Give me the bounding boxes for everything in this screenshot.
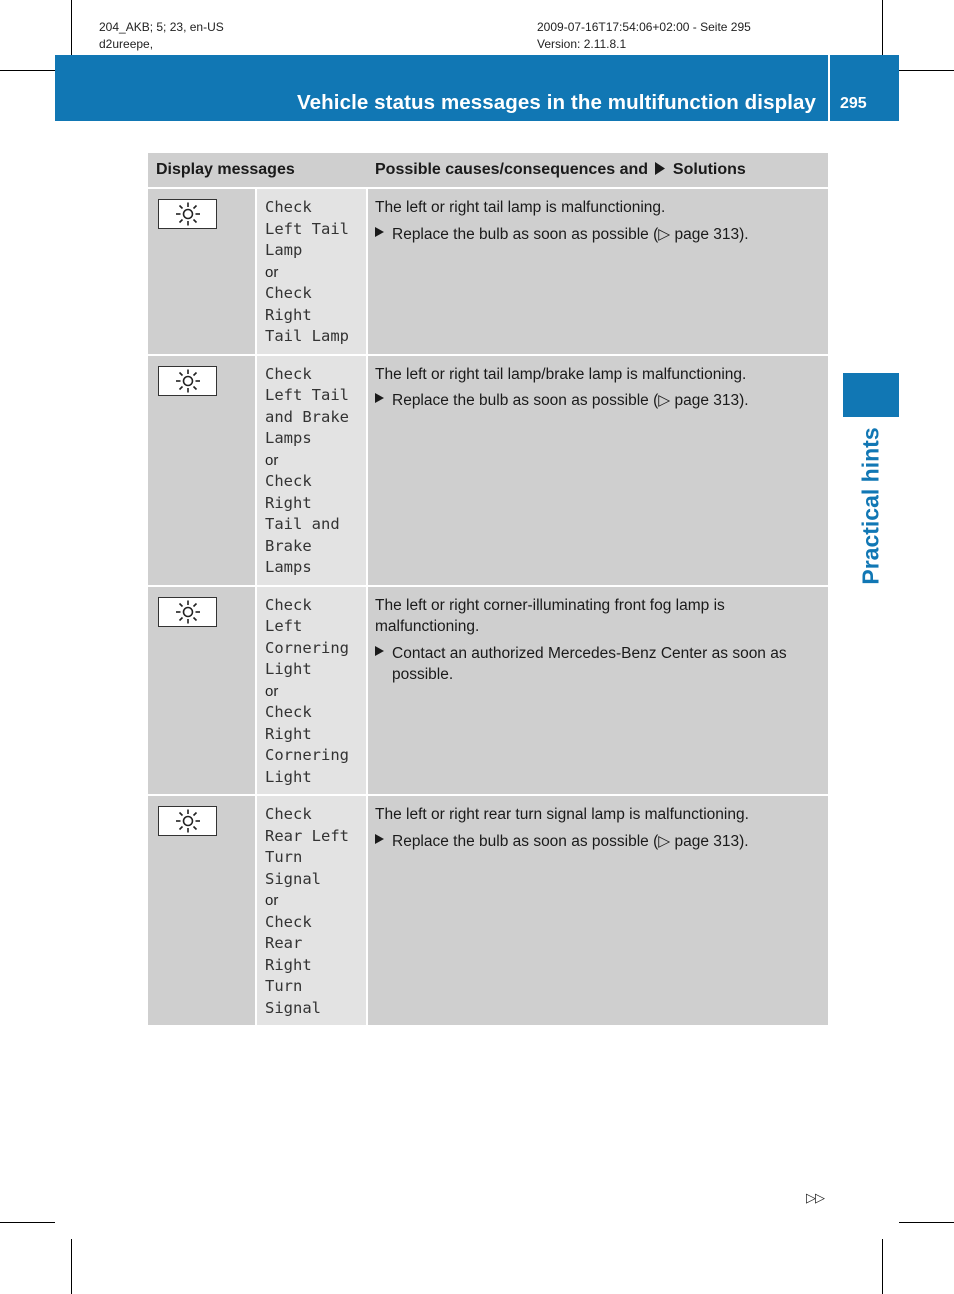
display-message-line: Check: [265, 198, 312, 216]
step-text: Contact an authorized Mercedes-Benz Center as soon as possible.: [392, 644, 787, 683]
display-message-line: Signal: [265, 998, 321, 1017]
crop-mark: [899, 70, 954, 71]
cause-text: The left or right corner-illuminating front fog lamp is malfunctioning.: [375, 596, 725, 635]
icon-cell: [148, 188, 256, 355]
status-messages-table: [148, 153, 828, 1027]
cause-text: The left or right tail lamp/brake lamp is malfunctioning.: [375, 365, 747, 383]
solution-cell: [367, 355, 828, 586]
print-meta-left: [99, 19, 224, 53]
step-text: Replace the bulb as soon as possible (▷ page 313).: [392, 832, 749, 850]
solution-cell: [367, 188, 828, 355]
lamp-icon: [158, 199, 217, 229]
display-message-line: Right: [265, 305, 312, 324]
meta-line: d2ureepe,: [99, 37, 154, 51]
solution-cell: [367, 586, 828, 796]
crop-mark: [899, 1222, 954, 1223]
table-row: [148, 586, 828, 796]
table-row: [148, 355, 828, 586]
col-header-display: Display messages: [148, 153, 367, 188]
display-message-line: Signal: [265, 869, 321, 888]
step-text: Replace the bulb as soon as possible (▷ page 313).: [392, 392, 749, 409]
display-message-cell: [256, 355, 367, 586]
cause-text: The left or right rear turn signal lamp is malfunctioning.: [375, 806, 749, 823]
or-separator: or: [265, 451, 279, 469]
lamp-icon: [158, 366, 217, 396]
page-number: 295: [840, 95, 867, 112]
display-message-line: Lamps: [265, 429, 312, 447]
section-header: [55, 55, 828, 121]
cause-text: The left or right tail lamp is malfunctioning.: [375, 199, 666, 216]
or-separator: or: [265, 892, 279, 909]
display-message-line: Check: [265, 472, 312, 490]
lamp-icon: [158, 806, 217, 836]
display-message-cell: [256, 586, 367, 796]
col-header-solutions-prefix: Possible causes/consequences and: [375, 161, 649, 178]
display-message-line: Left: [265, 617, 303, 635]
display-message-line: Left Tail: [265, 386, 349, 404]
display-message-line: Cornering: [265, 746, 349, 764]
icon-cell: [148, 355, 256, 586]
display-message-line: Tail and: [265, 515, 340, 533]
display-message-line: Right: [265, 493, 312, 512]
display-message-line: Left Tail: [265, 219, 349, 238]
solution-cell: [367, 795, 828, 1026]
solution-step: [375, 643, 814, 686]
col-header-solutions-suffix: Solutions: [672, 161, 746, 178]
continue-marker: ▷▷: [806, 1190, 824, 1205]
crop-mark: [882, 0, 883, 55]
solution-step: [375, 831, 814, 853]
side-tab-label: Practical hints: [857, 427, 884, 585]
display-message-line: Check: [265, 595, 312, 614]
page-number-box: [830, 55, 899, 121]
display-message-line: Check: [265, 364, 312, 383]
display-message-line: Check: [265, 284, 312, 302]
display-message-line: Check: [265, 912, 312, 931]
display-message-line: and Brake: [265, 407, 349, 426]
meta-line: 2009-07-16T17:54:06+02:00 - Seite 295: [537, 20, 751, 34]
step-arrow-icon: [375, 390, 392, 412]
col-header-solutions: [367, 153, 828, 188]
display-message-line: Rear Left: [265, 826, 349, 845]
display-message-line: Brake: [265, 536, 312, 555]
crop-mark: [0, 1222, 55, 1223]
display-message-line: Lamps: [265, 558, 312, 576]
display-message-line: Check: [265, 703, 312, 721]
step-arrow-icon: [375, 831, 392, 853]
icon-cell: [148, 795, 256, 1026]
crop-mark: [71, 1239, 72, 1294]
display-message-line: Right: [265, 724, 312, 743]
display-message-line: Lamp: [265, 241, 303, 259]
meta-line: 204_AKB; 5; 23, en-US: [99, 20, 224, 34]
or-separator: or: [265, 682, 279, 700]
table-row: [148, 188, 828, 355]
or-separator: or: [265, 263, 279, 281]
table-row: [148, 795, 828, 1026]
step-text: Replace the bulb as soon as possible (▷ page 313).: [392, 225, 749, 243]
display-message-line: Tail Lamp: [265, 327, 349, 345]
display-message-line: Light: [265, 660, 312, 678]
display-message-line: Rear: [265, 934, 303, 952]
crop-mark: [0, 70, 55, 71]
step-arrow-icon: [375, 643, 392, 686]
lamp-icon: [158, 597, 217, 627]
icon-cell: [148, 586, 256, 796]
solution-step: [375, 224, 814, 246]
display-message-cell: [256, 188, 367, 355]
display-message-line: Cornering: [265, 638, 349, 657]
display-message-line: Light: [265, 767, 312, 786]
display-message-line: Turn: [265, 977, 303, 995]
display-message-line: Right: [265, 955, 312, 974]
meta-line: Version: 2.11.8.1: [537, 37, 627, 51]
crop-mark: [882, 1239, 883, 1294]
side-tab: [843, 373, 899, 417]
page-title: Vehicle status messages in the multifunction display: [297, 91, 816, 114]
print-meta-right: [537, 19, 751, 53]
solution-step: [375, 390, 814, 412]
display-message-line: Check: [265, 805, 312, 823]
table-header-row: [148, 153, 828, 188]
display-message-cell: [256, 795, 367, 1026]
display-message-line: Turn: [265, 848, 303, 866]
step-arrow-icon: [375, 224, 392, 246]
crop-mark: [71, 0, 72, 55]
arrow-right-icon: [654, 162, 666, 175]
